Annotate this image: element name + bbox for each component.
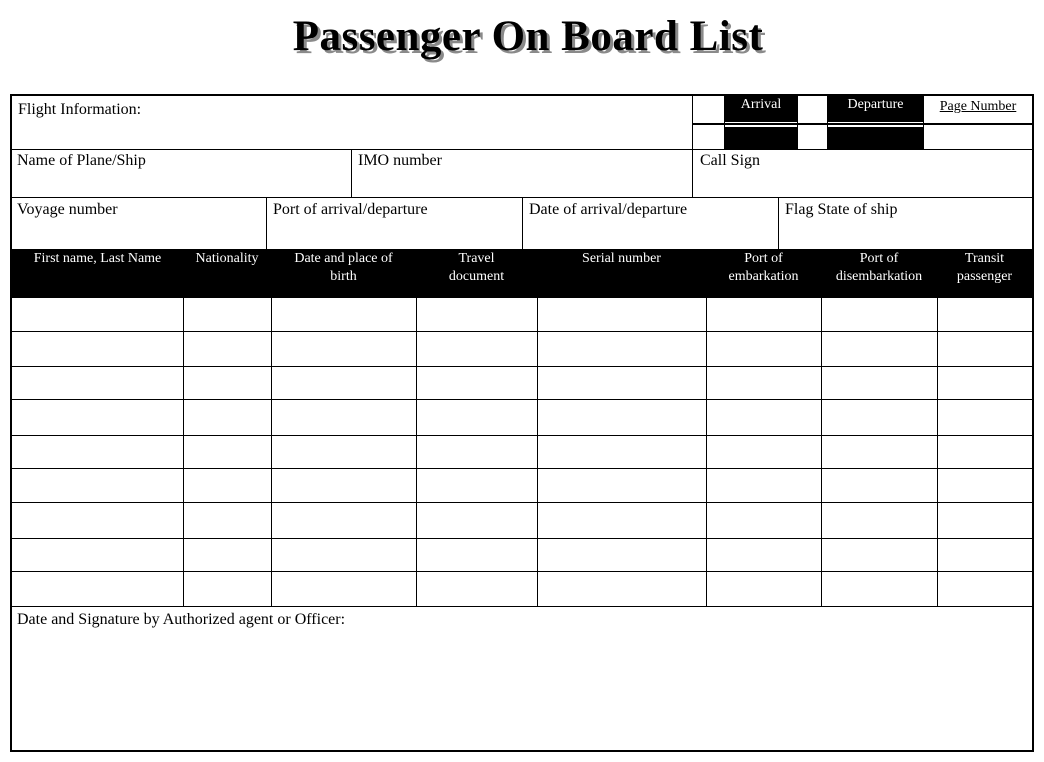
table-cell[interactable] (706, 399, 821, 435)
signature-area[interactable] (12, 636, 1032, 750)
arrival-entry-box[interactable] (725, 127, 797, 149)
date-arrival-departure-label: Date of arrival/departure (529, 201, 688, 218)
column-header-line: First name, Last Name (33, 251, 162, 266)
table-row (12, 502, 1032, 538)
divider (12, 149, 1032, 150)
column-header-line: Travel (458, 251, 495, 266)
table-cell[interactable] (937, 571, 1032, 606)
table-cell[interactable] (183, 502, 271, 538)
table-cell[interactable] (821, 298, 937, 331)
table-cell[interactable] (537, 331, 706, 366)
divider (12, 571, 1032, 572)
table-cell[interactable] (12, 366, 183, 399)
table-cell[interactable] (821, 468, 937, 502)
port-arrival-departure-label: Port of arrival/departure (273, 201, 428, 218)
table-cell[interactable] (416, 435, 537, 468)
column-header-line: Serial number (582, 251, 661, 266)
column-header-disembarkation (821, 249, 937, 286)
column-header-line: Port of (859, 251, 899, 266)
table-cell[interactable] (537, 435, 706, 468)
table-cell[interactable] (821, 538, 937, 571)
table-cell[interactable] (416, 399, 537, 435)
signature-label: Date and Signature by Authorized agent or Officer: (17, 611, 346, 628)
table-row (12, 399, 1032, 435)
table-cell[interactable] (183, 366, 271, 399)
flight-information-label: Flight Information: (18, 101, 142, 118)
table-cell[interactable] (706, 571, 821, 606)
imo-number-label: IMO number (358, 152, 442, 169)
table-cell[interactable] (537, 366, 706, 399)
table-cell[interactable] (416, 366, 537, 399)
table-cell[interactable] (12, 538, 183, 571)
table-row (12, 435, 1032, 468)
divider (416, 298, 417, 606)
table-cell[interactable] (271, 468, 416, 502)
table-cell[interactable] (271, 298, 416, 331)
column-header-line: Port of (744, 251, 783, 266)
table-cell[interactable] (706, 435, 821, 468)
divider (12, 538, 1032, 539)
column-header-line: birth (330, 269, 357, 284)
table-cell[interactable] (12, 435, 183, 468)
column-header-line: embarkation (728, 269, 799, 284)
divider (693, 123, 1032, 125)
table-cell[interactable] (537, 468, 706, 502)
table-cell[interactable] (12, 468, 183, 502)
table-row (12, 298, 1032, 331)
passenger-table-header (12, 249, 1032, 298)
table-row (12, 468, 1032, 502)
table-cell[interactable] (537, 399, 706, 435)
table-cell[interactable] (937, 435, 1032, 468)
flag-state-label: Flag State of ship (785, 201, 898, 218)
table-cell[interactable] (937, 468, 1032, 502)
divider (692, 96, 693, 197)
table-cell[interactable] (183, 571, 271, 606)
table-cell[interactable] (937, 399, 1032, 435)
column-header-line: Transit (964, 251, 1005, 266)
table-cell[interactable] (271, 399, 416, 435)
divider (266, 197, 267, 249)
table-cell[interactable] (416, 571, 537, 606)
table-cell[interactable] (937, 298, 1032, 331)
table-cell[interactable] (937, 366, 1032, 399)
plane-ship-name-label: Name of Plane/Ship (17, 152, 146, 169)
table-cell[interactable] (537, 298, 706, 331)
table-cell[interactable] (416, 468, 537, 502)
table-cell[interactable] (183, 435, 271, 468)
table-cell[interactable] (821, 435, 937, 468)
table-cell[interactable] (12, 298, 183, 331)
departure-entry-box[interactable] (828, 127, 923, 149)
column-header-birth (271, 249, 416, 286)
column-header-nationality (183, 249, 271, 268)
divider (12, 502, 1032, 503)
column-header-line: Date and place of (294, 251, 393, 266)
table-cell[interactable] (12, 331, 183, 366)
divider (12, 331, 1032, 332)
table-cell[interactable] (706, 331, 821, 366)
table-cell[interactable] (12, 571, 183, 606)
column-header-line: Nationality (195, 251, 259, 266)
table-cell[interactable] (271, 366, 416, 399)
table-cell[interactable] (183, 399, 271, 435)
column-header-name (12, 249, 183, 268)
table-cell[interactable] (821, 331, 937, 366)
column-header-line: document (448, 269, 505, 284)
page-number-label: Page Number (939, 99, 1017, 114)
column-header-line: passenger (956, 269, 1013, 284)
table-cell[interactable] (706, 538, 821, 571)
column-header-serial-number (537, 249, 706, 268)
divider (821, 298, 822, 606)
column-header-travel-document (416, 249, 537, 286)
table-cell[interactable] (183, 538, 271, 571)
table-row (12, 571, 1032, 606)
table-cell[interactable] (183, 298, 271, 331)
table-cell[interactable] (12, 399, 183, 435)
passenger-form (10, 94, 1034, 752)
table-row (12, 538, 1032, 571)
table-cell[interactable] (12, 502, 183, 538)
divider (12, 366, 1032, 367)
table-cell[interactable] (821, 366, 937, 399)
table-cell[interactable] (416, 331, 537, 366)
table-cell[interactable] (537, 538, 706, 571)
table-cell[interactable] (937, 331, 1032, 366)
table-cell[interactable] (706, 298, 821, 331)
table-cell[interactable] (271, 331, 416, 366)
table-cell[interactable] (271, 435, 416, 468)
table-row (12, 366, 1032, 399)
divider (271, 298, 272, 606)
divider (12, 468, 1032, 469)
table-cell[interactable] (271, 502, 416, 538)
table-cell[interactable] (183, 331, 271, 366)
divider (351, 149, 352, 197)
table-cell[interactable] (706, 468, 821, 502)
table-cell[interactable] (821, 502, 937, 538)
table-cell[interactable] (416, 538, 537, 571)
table-row (12, 331, 1032, 366)
divider (12, 606, 1032, 607)
column-header-embarkation (706, 249, 821, 286)
table-cell[interactable] (706, 502, 821, 538)
table-cell[interactable] (271, 571, 416, 606)
divider (12, 399, 1032, 400)
divider (778, 197, 779, 249)
column-header-transit (937, 249, 1032, 286)
departure-label: Departure (847, 97, 904, 112)
table-cell[interactable] (416, 502, 537, 538)
divider (183, 298, 184, 606)
table-cell[interactable] (183, 468, 271, 502)
table-cell[interactable] (821, 571, 937, 606)
table-cell[interactable] (271, 538, 416, 571)
divider (706, 298, 707, 606)
table-cell[interactable] (937, 538, 1032, 571)
voyage-number-label: Voyage number (17, 201, 118, 218)
call-sign-label: Call Sign (700, 152, 761, 169)
divider (12, 435, 1032, 436)
divider (522, 197, 523, 249)
table-cell[interactable] (416, 298, 537, 331)
arrival-label: Arrival (740, 97, 782, 112)
table-cell[interactable] (821, 399, 937, 435)
table-cell[interactable] (537, 571, 706, 606)
column-header-line: disembarkation (835, 269, 923, 284)
table-cell[interactable] (937, 502, 1032, 538)
divider (537, 298, 538, 606)
page-title: Passenger On Board List (292, 13, 764, 60)
table-cell[interactable] (537, 502, 706, 538)
table-cell[interactable] (706, 366, 821, 399)
divider (937, 298, 938, 606)
